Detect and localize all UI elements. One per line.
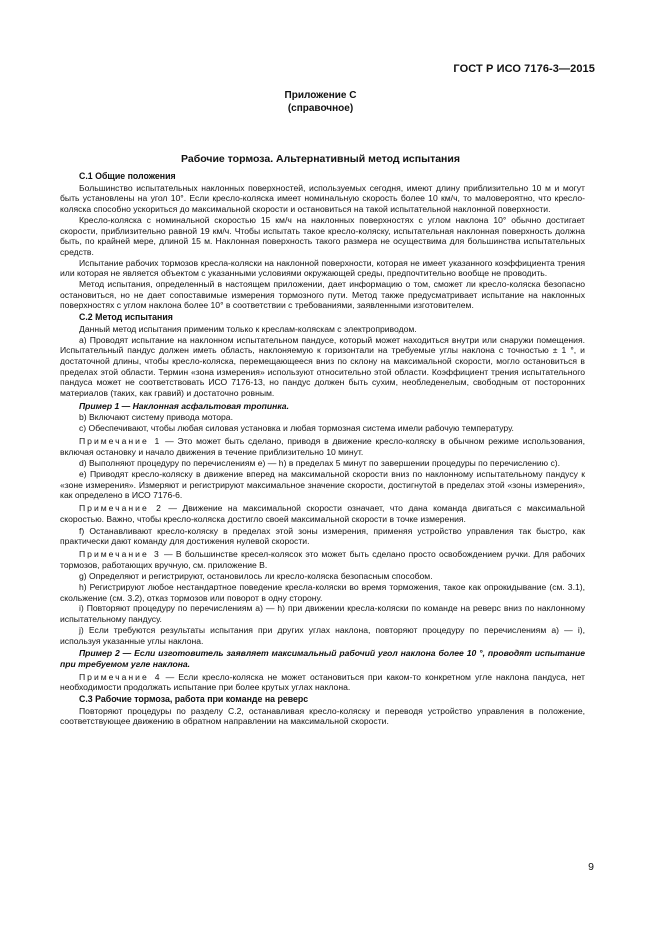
note-label: Примечание 1 — [79, 435, 162, 446]
list-item-b: b) Включают систему привода мотора. — [79, 412, 233, 423]
section-heading-c2: С.2 Метод испытания — [79, 312, 173, 323]
annex-kind: (справочное) — [287, 103, 354, 114]
list-item-e: е) Приводят кресло-коляску в движение вперед на максимальной скорости вниз по наклонному испытательному пандусу к «зоне измерения». Измеряют и регистрируют максимальное значение скорости, достигнутой в пределах этой «зоны измерения», как определено в ИСО 7176-6. — [60, 468, 585, 501]
paragraph: Повторяют процедуры по разделу С.2, останавливая кресло-коляску и переводя устройство управления в положение, соответствующее движению в обратном направлении на максимальной скорости. — [60, 705, 585, 727]
list-item-a: а) Проводят испытание на наклонном испытательном пандусе, который может находиться внутри или снаружи помещения. Испытательный пандус должен иметь область, наклоняемую к горизонтали на требуемые углы наклона с точностью ± 1 °, и достаточной длины, чтобы кресло-коляска, перемещающееся вниз по склону на максимальной скорости, могло остановиться в пределах этой области. Термин «зона измерения» используют относительно этой области. Коэффициент трения испытательного пандуса может не соответствовать ИСО 7176-13, но пандус должен быть сухим, необледенелым, свободным от посторонних материалов (таких, как гравий) и достаточно ровным. — [60, 334, 585, 399]
document-code: ГОСТ Р ИСО 7176-3—2015 — [453, 63, 595, 75]
note-1 — [60, 436, 585, 457]
list-item-j: j) Если требуются результаты испытания при других углах наклона, повторяют процедуру по перечислениям а) — i), используя указанные углы наклона. — [60, 624, 585, 646]
note-text: — Это может быть сделано, приводя в движение кресло-коляску в обычном режиме использования, включая остановку и начало движения в течение приблизительно 10 минут. — [60, 435, 585, 457]
section-heading-c3: С.3 Рабочие тормоза, работа при команде на реверс — [79, 694, 309, 705]
section-heading-c1: С.1 Общие положения — [79, 171, 176, 181]
annex-title: Рабочие тормоза. Альтернативный метод испытания — [181, 153, 460, 165]
page-number: 9 — [588, 861, 594, 873]
annex-heading — [0, 89, 641, 115]
note-text: — Движение на максимальной скорости означает, что дана команда двигаться с максимальной скоростью. Важно, чтобы кресло-коляска достигло своей максимальной скорости в точке измерения. — [60, 503, 585, 524]
note-label: Примечание 3 — [79, 548, 161, 559]
note-label: Примечание 2 — [79, 503, 163, 514]
note-4 — [60, 672, 585, 693]
list-item-i: i) Повторяют процедуру по перечислениям а) — h) при движении кресла-коляски по команде на реверс вниз по наклонному испытательному пандусу. — [60, 603, 585, 625]
paragraph: Метод испытания, определенный в настоящем приложении, дает информацию о том, сможет ли кресло-коляска безопасно остановиться, но не дает сопоставимые измерения тормозного пути. Метод также предусматривает испытание на наклонных поверхностях с углом наклона более 10° в соответствии с требованиями, заявленными изготовителем. — [60, 279, 585, 311]
list-item-d: d) Выполняют процедуру по перечислениям е) — h) в пределах 5 минут по завершении процедуры по перечислению с). — [79, 458, 561, 469]
document-body — [60, 170, 585, 727]
list-item-f: f) Останавливают кресло-коляску в пределах этой зоны измерения, применяя устройство управления так быстро, как практически дают команду для достижения нулевой скорости. — [60, 525, 585, 547]
note-text: — В большинстве кресел-колясок это может быть сделано просто освобождением ручки. Для рабочих тормозов, работающих вручную, см. приложение В. — [60, 548, 585, 570]
list-item-g: g) Определяют и регистрируют, остановилось ли кресло-коляска безопасным способом. — [79, 571, 433, 582]
note-2 — [60, 503, 585, 524]
example-1: Пример 1 — Наклонная асфальтовая тропинка. — [79, 400, 289, 411]
paragraph: Кресло-коляска с номинальной скоростью 15 км/ч на наклонных поверхностях с углом наклона 10° обычно достигает скорости, приблизительно равной 19 км/ч. Чтобы испытать такое кресло-коляску, испытательная наклонная поверхность должна быть, по крайней мере, длиной 15 м. Наклонная поверхность такого размера не осуществима для большинства испытательных средств. — [60, 214, 585, 257]
paragraph: Испытание рабочих тормозов кресла-коляски на наклонной поверхности, которая не имеет указанного коэффициента трения или которая не является объектом с указанными условиями окружающей среды, предпочтительно вообще не проводить. — [60, 257, 585, 279]
example-2: Пример 2 — Если изготовитель заявляет максимальный рабочий угол наклона более 10 °, проводят испытание при требуемом угле наклона. — [60, 648, 585, 669]
note-label: Примечание 4 — [79, 671, 162, 682]
paragraph: Данный метод испытания применим только к креслам-коляскам с электроприводом. — [79, 323, 417, 334]
note-3 — [60, 549, 585, 570]
annex-label: Приложение С — [284, 90, 357, 101]
list-item-c: с) Обеспечивают, чтобы любая силовая установка и любая тормозная система имели рабочую температуру. — [79, 423, 514, 434]
note-text: — Если кресло-коляска не может остановиться при каком-то конкретном угле наклона пандуса, нет необходимости продолжать испытание при более крутых углах наклона. — [60, 671, 585, 693]
paragraph: Большинство испытательных наклонных поверхностей, используемых сегодня, имеют длину приблизительно 10 м и могут быть установлены на угол 10°. Если кресло-коляска имеет номинальную скорость более 10 км/ч, то маловероятно, что кресло-коляска способно ускориться до максимальной скорости и остановиться на такой испытательной наклонной поверхности. — [60, 182, 585, 215]
list-item-h: h) Регистрируют любое нестандартное поведение кресла-коляски во время торможения, такое как опрокидывание (см. 3.1), скольжение (см. 3.2), отказ тормозов или поворот в одну сторону. — [60, 582, 585, 603]
